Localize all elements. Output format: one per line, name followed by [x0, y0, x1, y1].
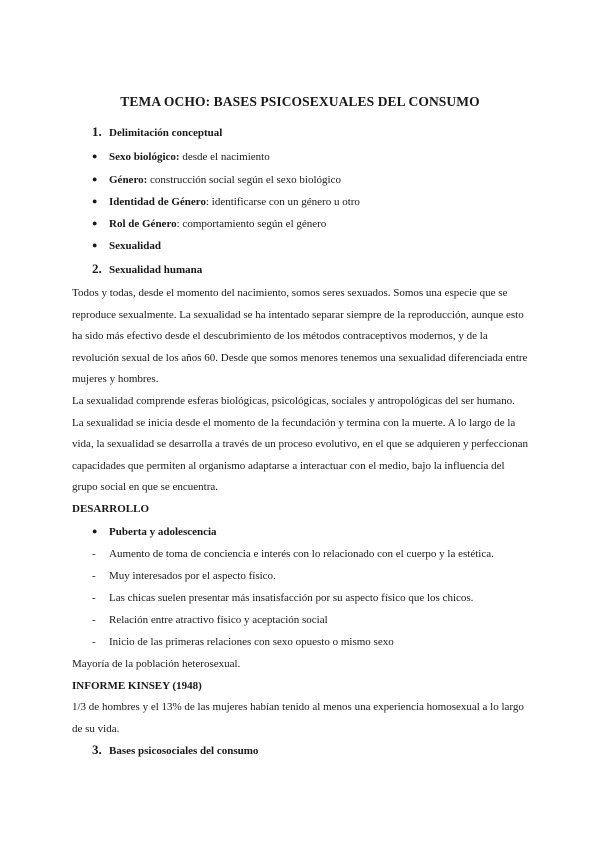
desarrollo-heading: DESARROLLO — [72, 503, 150, 515]
bullet-term: Sexo biológico: — [109, 151, 180, 163]
section-label: Delimitación conceptual — [109, 127, 223, 139]
bullet-term: Sexualidad — [109, 240, 161, 252]
bullet-item — [92, 196, 360, 208]
section-number: 3. — [92, 742, 102, 757]
bullet-icon: ● — [92, 240, 98, 250]
dash-icon: - — [92, 548, 96, 560]
dash-item — [92, 614, 328, 626]
page-title: TEMA OCHO: BASES PSICOSEXUALES DEL CONSUMO — [120, 94, 480, 109]
dash-icon: - — [92, 636, 96, 648]
bullet-item — [92, 151, 270, 163]
dash-icon: - — [92, 592, 96, 604]
dash-icon: - — [92, 570, 96, 582]
bullet-desc: construcción social según el sexo biológico — [147, 174, 341, 186]
bullet-term: Género: — [109, 174, 148, 186]
section-heading-delimitacion — [92, 124, 222, 140]
note-heterosexual: Mayoría de la población heterosexual. — [72, 658, 241, 670]
dash-text: Muy interesados por el aspecto físico. — [109, 570, 276, 582]
section-label: Sexualidad humana — [109, 264, 203, 276]
paragraph-sexualidad-1: Todos y todas, desde el momento del nacimiento, somos seres sexuados. Somos una especie que se reproduce sexualmente. La sexualidad se ha intentado separar siempre de la reproducción, aunque esto ha sido más efectivo desde el descubrimiento de los métodos contraceptivos modernos, y de la revolución sexual de los años 60. Desde que somos menores tenemos una sexualidad diferenciada entre mujeres y hombres. — [72, 287, 528, 385]
dash-text: Inicio de las primeras relaciones con sexo opuesto o mismo sexo — [109, 636, 394, 648]
kinsey-paragraph: 1/3 de hombres y el 13% de las mujeres habían tenido al menos una experiencia homosexual a lo largo de su vida. — [72, 701, 524, 735]
bullet-icon: ● — [92, 196, 98, 206]
section-number: 2. — [92, 261, 102, 276]
dash-icon: - — [92, 614, 96, 626]
bullet-icon: ● — [92, 218, 98, 228]
bullet-desc: desde el nacimiento — [179, 151, 270, 163]
paragraph-sexualidad-2: La sexualidad comprende esferas biológicas, psicológicas, sociales y antropológicas del ser humano. La sexualidad se inicia desde el momento de la fecundación y termina con la muerte. A lo largo de la vida, la sexualidad se desarrolla a través de un proceso evolutivo, en el que se adquieren y perfeccionan capacidades que permiten al organismo adaptarse a interactuar con el medio, bajo la influencia del grupo social en que se encuentra. — [72, 395, 529, 493]
dash-item — [92, 570, 276, 582]
bullet-icon: ● — [92, 151, 98, 161]
dash-text: Las chicas suelen presentar más insatisfacción por su aspecto físico que los chicos. — [109, 592, 474, 604]
bullet-term: Identidad de Género — [109, 196, 206, 208]
section-heading-bases-psicosociales — [92, 742, 258, 758]
dash-text: Aumento de toma de conciencia e interés con lo relacionado con el cuerpo y la estética. — [109, 548, 494, 560]
bullet-icon: ● — [92, 174, 98, 184]
bullet-icon: ● — [92, 526, 98, 536]
kinsey-heading: INFORME KINSEY (1948) — [72, 680, 202, 692]
bullet-term: Rol de Género — [109, 218, 177, 230]
bullet-desc: : identificarse con un género u otro — [205, 196, 360, 208]
dash-text: Relación entre atractivo físico y aceptación social — [109, 614, 328, 626]
bullet-item — [92, 218, 326, 230]
bullet-item — [92, 240, 161, 252]
bullet-desc: : comportamiento según el género — [176, 218, 327, 230]
bullet-item — [92, 174, 341, 186]
bullet-term: Puberta y adolescencia — [109, 526, 217, 538]
section-number: 1. — [92, 124, 102, 139]
bullet-item-pubertad — [92, 526, 217, 538]
dash-item — [92, 548, 494, 560]
section-heading-sexualidad-humana — [92, 261, 202, 277]
dash-item — [92, 636, 394, 648]
section-label: Bases psicosociales del consumo — [109, 745, 259, 757]
dash-item — [92, 592, 473, 604]
